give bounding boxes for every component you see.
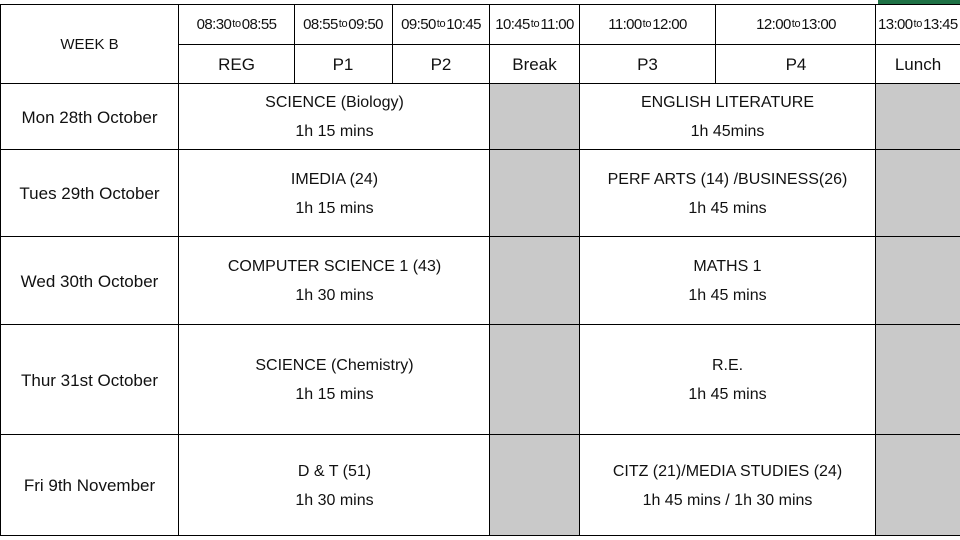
day-label: Tues 29th October: [19, 184, 160, 203]
day-label: Mon 28th October: [21, 107, 158, 127]
subject-name: PERF ARTS (14) /BUSINESS(26): [607, 170, 848, 188]
session-duration: 1h 45 mins / 1h 30 mins: [642, 491, 813, 509]
break-shaded-block: [490, 84, 579, 536]
grid-line: [0, 83, 960, 84]
lunch-shaded-block: [876, 84, 960, 536]
morning-session: [179, 435, 490, 536]
session-duration: 1h 30 mins: [295, 491, 374, 509]
period-label: P1: [332, 54, 354, 74]
subject-name: CITZ (21)/MEDIA STUDIES (24): [612, 462, 843, 480]
session-duration: 1h 45 mins: [688, 287, 767, 304]
time-slot: 08:55 to 09:50: [303, 15, 383, 33]
period-label: P2: [430, 54, 452, 74]
morning-session: [179, 325, 490, 435]
subject-name: D & T (51): [297, 462, 372, 480]
session-duration: 1h 15 mins: [295, 386, 374, 403]
time-slot: 11:00 to 12:00: [608, 15, 687, 33]
midday-session: [579, 150, 876, 237]
midday-session: [579, 237, 876, 325]
morning-session: [179, 150, 490, 237]
period-label: Break: [512, 54, 557, 74]
grid-line: [179, 44, 960, 45]
subject-name: R.E.: [711, 357, 744, 374]
time-slot: 13:00 to 13:45: [878, 15, 958, 33]
period-label: Lunch: [894, 54, 942, 74]
day-label: Fri 9th November: [23, 476, 156, 495]
period-label: P4: [785, 54, 807, 74]
session-duration: 1h 30 mins: [295, 287, 374, 304]
time-slot: 10:45 to 11:00: [495, 15, 574, 33]
grid-line: [0, 149, 960, 150]
period-label: P3: [637, 54, 658, 74]
day-label: Wed 30th October: [20, 271, 159, 291]
period-label: REG: [218, 54, 255, 74]
session-duration: 1h 15 mins: [295, 123, 374, 140]
subject-name: SCIENCE (Chemistry): [255, 357, 414, 374]
week-label: WEEK B: [60, 35, 119, 53]
time-slot: 09:50 to 10:45: [401, 15, 481, 33]
grid-line: [0, 4, 960, 5]
grid-line: [0, 236, 960, 237]
subject-name: MATHS 1: [693, 258, 762, 275]
day-label: Thur 31st October: [20, 370, 158, 390]
time-slot: 12:00 to 13:00: [756, 15, 836, 33]
morning-session: [179, 84, 490, 150]
session-duration: 1h 45 mins: [688, 386, 767, 403]
session-duration: 1h 45 mins: [688, 199, 767, 217]
midday-session: [579, 435, 876, 536]
midday-session: [579, 325, 876, 435]
grid-line: [0, 324, 960, 325]
subject-name: COMPUTER SCIENCE 1 (43): [227, 258, 442, 275]
morning-session: [179, 237, 490, 325]
midday-session: [579, 84, 876, 150]
session-duration: 1h 15 mins: [295, 199, 374, 217]
time-slot: 08:30 to 08:55: [196, 15, 277, 33]
grid-line: [0, 535, 960, 536]
subject-name: SCIENCE (Biology): [265, 94, 404, 111]
session-duration: 1h 45mins: [690, 123, 765, 140]
subject-name: IMEDIA (24): [290, 170, 379, 188]
grid-line: [0, 434, 960, 435]
subject-name: ENGLISH LITERATURE: [640, 94, 815, 111]
